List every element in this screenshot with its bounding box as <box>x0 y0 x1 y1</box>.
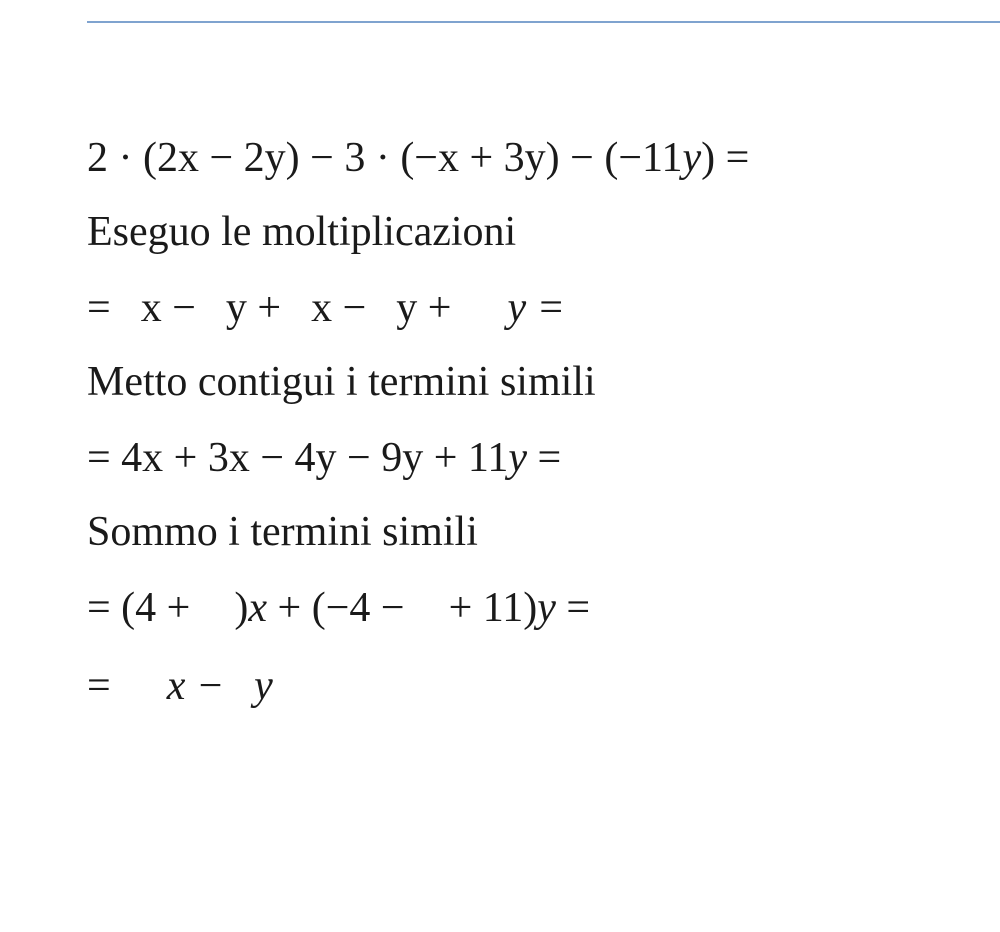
result-x: x − <box>166 663 225 709</box>
step1-equation <box>87 283 565 333</box>
top-rule <box>87 21 1000 23</box>
expression-end: ) = <box>701 135 750 181</box>
result-y: y <box>254 663 273 709</box>
step1-term3: x − <box>311 285 367 331</box>
step3-close: ) <box>234 585 249 631</box>
expression-variable: y <box>682 135 702 181</box>
expression-text: 2 · (2x − 2y) − 3 · (−x + 3y) − (−11 <box>87 135 683 181</box>
step3-end: = <box>555 585 591 631</box>
step3-heading: Sommo i termini simili <box>87 509 478 555</box>
step2-heading: Metto contigui i termini simili <box>87 359 596 405</box>
step3-y: y <box>537 585 556 631</box>
step1-equals: = <box>87 285 111 331</box>
step2-end: = <box>527 435 562 481</box>
result-equals: = <box>87 663 111 709</box>
step1-term4: y + <box>396 285 452 331</box>
step3-mid: + (−4 − <box>267 585 405 631</box>
step3-tail: + 11) <box>448 585 538 631</box>
step1-term1: x − <box>140 285 196 331</box>
expression-line <box>87 133 749 183</box>
result-equation <box>87 661 273 711</box>
step1-term2: y + <box>225 285 282 331</box>
step2-variable: y <box>508 435 528 481</box>
step3-x: x <box>248 585 268 631</box>
step3-equation <box>87 583 590 633</box>
step3-open: = (4 + <box>87 585 191 631</box>
step2-text: = 4x + 3x − 4y − 9y + 11 <box>87 435 509 481</box>
step1-heading: Eseguo le moltiplicazioni <box>87 209 517 255</box>
step2-equation <box>87 433 561 483</box>
step1-term5: y = <box>507 285 565 331</box>
